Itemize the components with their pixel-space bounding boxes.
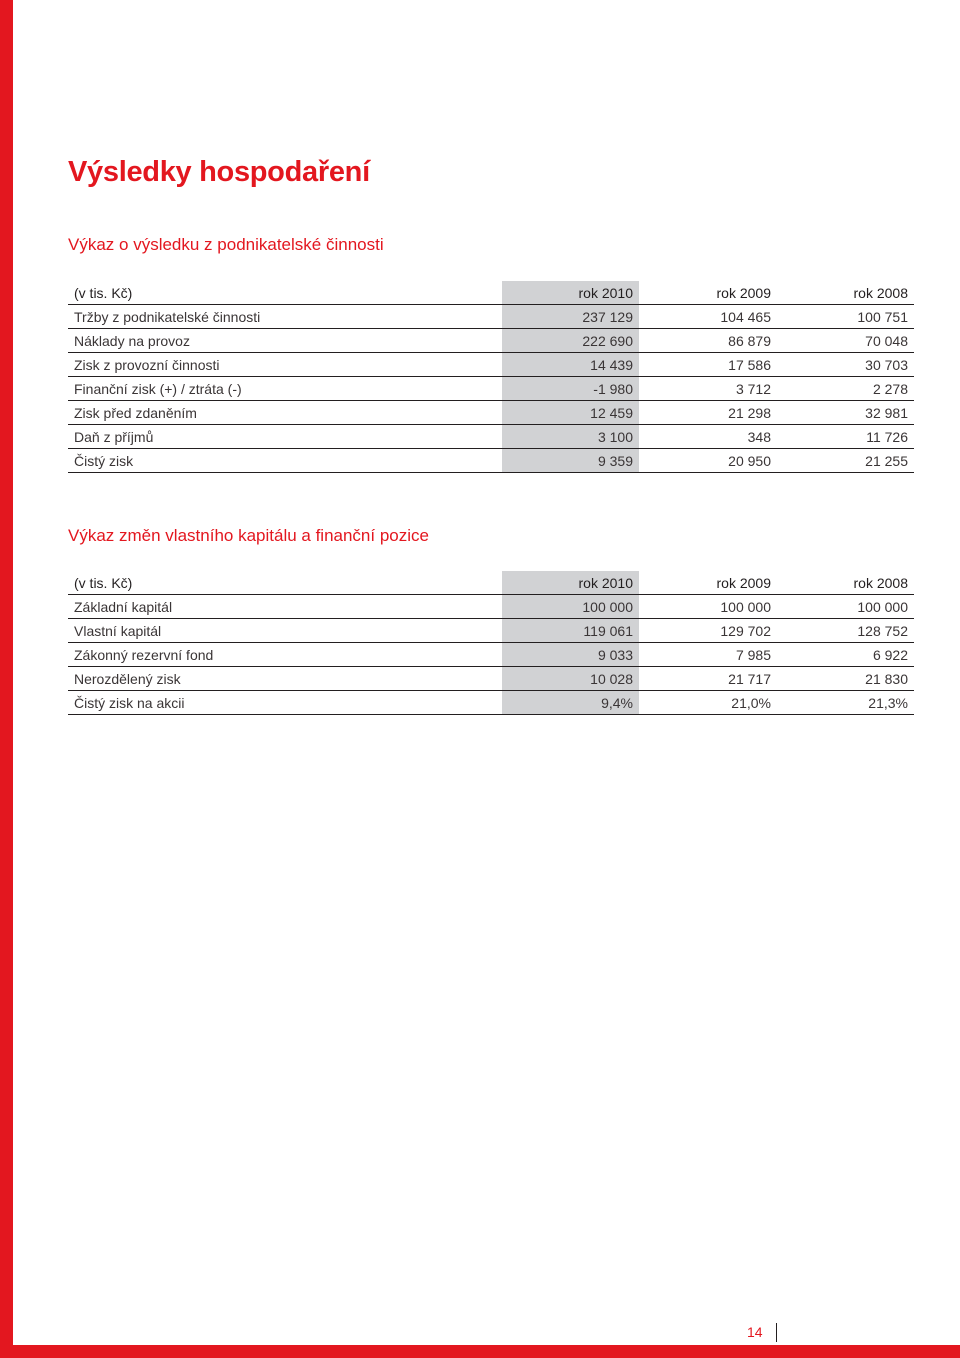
value-2008: 11 726 [777,425,914,449]
value-2010: 3 100 [502,425,639,449]
year-2008-header: rok 2008 [777,281,914,305]
table-row [68,667,914,691]
value-2008: 128 752 [777,619,914,643]
row-label: Čistý zisk na akcii [68,691,502,715]
income-statement-title: Výkaz o výsledku z podnikatelské činnosti [68,235,384,254]
value-2010: 10 028 [502,667,639,691]
value-2010: 237 129 [502,305,639,329]
page-number: 14 [747,1324,763,1340]
row-label: Daň z příjmů [68,425,502,449]
row-label: Zisk před zdaněním [68,401,502,425]
table-row [68,353,914,377]
value-2008: 100 000 [777,595,914,619]
value-2009: 7 985 [639,643,777,667]
value-2010: 222 690 [502,329,639,353]
unit-header: (v tis. Kč) [68,281,502,305]
row-label: Čistý zisk [68,449,502,473]
value-2010: 9 033 [502,643,639,667]
value-2009: 20 950 [639,449,777,473]
value-2008: 2 278 [777,377,914,401]
row-label: Vlastní kapitál [68,619,502,643]
row-label: Náklady na provoz [68,329,502,353]
value-2009: 17 586 [639,353,777,377]
value-2010: 100 000 [502,595,639,619]
value-2008: 21 830 [777,667,914,691]
table-row [68,329,914,353]
table-header-row [68,281,914,305]
left-accent-bar [0,0,13,1358]
row-label: Finanční zisk (+) / ztráta (-) [68,377,502,401]
value-2008: 100 751 [777,305,914,329]
year-2009-header: rok 2009 [639,281,777,305]
table-row [68,401,914,425]
value-2010: 119 061 [502,619,639,643]
table-row [68,449,914,473]
value-2008: 21 255 [777,449,914,473]
value-2008: 70 048 [777,329,914,353]
year-2010-header: rok 2010 [502,281,639,305]
unit-header: (v tis. Kč) [68,571,502,595]
value-2010: 12 459 [502,401,639,425]
value-2008: 6 922 [777,643,914,667]
table-row [68,691,914,715]
value-2009: 104 465 [639,305,777,329]
value-2009: 3 712 [639,377,777,401]
page-title: Výsledky hospodaření [68,156,370,188]
value-2008: 21,3% [777,691,914,715]
value-2008: 32 981 [777,401,914,425]
table-row [68,643,914,667]
value-2008: 30 703 [777,353,914,377]
table-row [68,425,914,449]
page-number-divider [776,1323,777,1342]
value-2009: 348 [639,425,777,449]
value-2009: 21,0% [639,691,777,715]
value-2009: 21 298 [639,401,777,425]
year-2010-header: rok 2010 [502,571,639,595]
table-row [68,619,914,643]
row-label: Zisk z provozní činnosti [68,353,502,377]
value-2009: 129 702 [639,619,777,643]
income-statement-table [68,281,914,473]
equity-statement-table [68,571,914,715]
row-label: Zákonný rezervní fond [68,643,502,667]
table-row [68,305,914,329]
table-row [68,595,914,619]
value-2010: 9,4% [502,691,639,715]
value-2010: 9 359 [502,449,639,473]
value-2009: 100 000 [639,595,777,619]
row-label: Nerozdělený zisk [68,667,502,691]
year-2009-header: rok 2009 [639,571,777,595]
row-label: Základní kapitál [68,595,502,619]
value-2009: 21 717 [639,667,777,691]
equity-statement-title: Výkaz změn vlastního kapitálu a finanční pozice [68,526,429,545]
table-row [68,377,914,401]
value-2010: 14 439 [502,353,639,377]
value-2010: -1 980 [502,377,639,401]
bottom-accent-bar [0,1345,960,1358]
row-label: Tržby z podnikatelské činnosti [68,305,502,329]
value-2009: 86 879 [639,329,777,353]
year-2008-header: rok 2008 [777,571,914,595]
table-header-row [68,571,914,595]
